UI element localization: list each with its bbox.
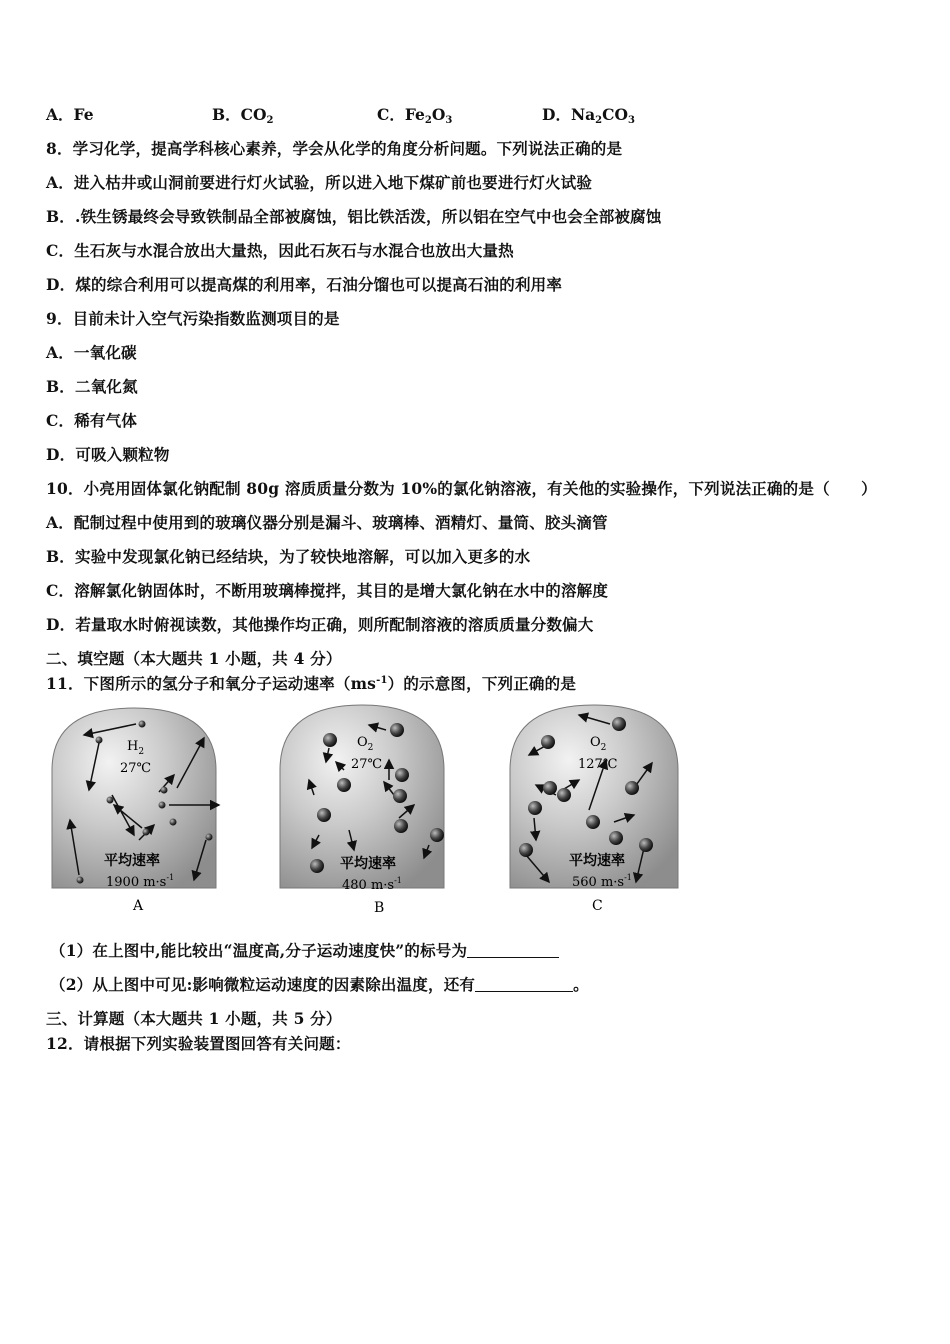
q7-option-a	[46, 103, 94, 125]
q10-option-d: D．若量取水时俯视读数，其他操作均正确，则所配制溶液的溶质质量分数偏大	[46, 615, 594, 634]
speed-value-b: 480 $m\cdot s^{-1}$	[342, 876, 402, 893]
q11-sub2-text: （2）从上图中可见:影响微粒运动速度的因素除出温度，还有	[50, 975, 476, 994]
molecule-speed-figure	[44, 700, 694, 920]
section-heading-fill-in: 二、填空题（本大题共 1 小题，共 4 分）	[46, 649, 342, 668]
q9-stem: 9．目前未计入空气污染指数监测项目的是	[46, 309, 340, 328]
gas-label-b: $O_2$	[357, 735, 374, 753]
panel-a	[52, 708, 219, 914]
q8-option-a: A．进入枯井或山洞前要进行灯火试验，所以进入地下煤矿前也要进行灯火试验	[46, 173, 593, 192]
panel-c	[510, 705, 678, 914]
panel-label-b: B	[374, 900, 385, 916]
gas-label-c: $O_2$	[590, 735, 607, 753]
temp-label-a: 27℃	[120, 761, 152, 776]
panel-label-a: A	[133, 898, 144, 914]
speed-caption-b: 平均速率	[340, 856, 396, 872]
q7-option-b	[212, 103, 273, 125]
q11-stem	[46, 672, 576, 694]
q10-option-c: C．溶解氯化钠固体时，不断用玻璃棒搅拌，其目的是增大氯化钠在水中的溶解度	[46, 581, 609, 600]
subscript: 3	[445, 115, 453, 126]
option-label: B．	[212, 105, 241, 124]
q8-option-b: B．.铁生锈最终会导致铁制品全部被腐蚀，铝比铁活泼，所以铝在空气中也会全部被腐蚀	[46, 207, 662, 226]
option-text: CO	[240, 105, 267, 124]
option-label: A．	[46, 105, 74, 124]
temp-label-c: 127℃	[578, 757, 618, 772]
option-label: C．	[377, 105, 405, 124]
q9-option-c: C．稀有气体	[46, 411, 138, 430]
option-label: D．	[542, 105, 571, 124]
answer-blank-1[interactable]	[467, 943, 559, 958]
q11-sub1	[50, 939, 559, 961]
q10-option-b: B．实验中发现氯化钠已经结块，为了较快地溶解，可以加入更多的水	[46, 547, 531, 566]
option-text: Fe	[73, 105, 94, 124]
subscript: 2	[266, 115, 274, 126]
speed-caption-c: 平均速率	[569, 853, 625, 869]
answer-blank-2[interactable]	[475, 977, 573, 992]
q7-option-c	[377, 103, 452, 125]
option-text: Na	[570, 105, 596, 124]
q12-stem: 12．请根据下列实验装置图回答有关问题：	[46, 1034, 351, 1053]
q11-stem-text: 11．下图所示的氢分子和氧分子运动速率（ms	[46, 674, 377, 693]
q9-option-b: B．二氧化氮	[46, 377, 138, 396]
q11-sub2	[50, 973, 589, 995]
temp-label-b: 27℃	[351, 757, 383, 772]
panel-label-c: C	[592, 898, 603, 914]
q10-option-a: A．配制过程中使用到的玻璃仪器分别是漏斗、玻璃棒、酒精灯、量筒、胶头滴管	[46, 513, 608, 532]
q10-stem: 10．小亮用固体氯化钠配制 80g 溶质质量分数为 10%的氯化钠溶液，有关他的实验操作，下列说法正确的是（ ）	[46, 479, 877, 498]
q8-stem: 8．学习化学，提高学科核心素养，学会从化学的角度分析问题。下列说法正确的是	[46, 139, 623, 158]
q9-option-a: A．一氧化碳	[46, 343, 137, 362]
subscript: 3	[627, 115, 635, 126]
subscript: 2	[595, 115, 603, 126]
q11-sub1-text: （1）在上图中,能比较出“温度高,分子运动速度快”的标号为	[50, 941, 468, 960]
subscript: 2	[424, 115, 432, 126]
gas-label-a: $H_2$	[127, 739, 145, 757]
section-heading-calculation: 三、计算题（本大题共 1 小题，共 5 分）	[46, 1009, 342, 1028]
q7-option-d	[542, 103, 635, 125]
speed-caption-a: 平均速率	[104, 853, 160, 869]
superscript: -1	[376, 675, 388, 686]
q8-option-d: D．煤的综合利用可以提高煤的利用率，石油分馏也可以提高石油的利用率	[46, 275, 563, 294]
bell-jar-diagram	[44, 700, 694, 920]
q8-option-c: C．生石灰与水混合放出大量热，因此石灰石与水混合也放出大量热	[46, 241, 514, 260]
option-text: O	[431, 105, 446, 124]
option-text: Fe	[404, 105, 425, 124]
q11-sub2-end: 。	[573, 975, 589, 994]
panel-b	[280, 705, 444, 916]
speed-value-a: 1900 $m\cdot s^{-1}$	[106, 873, 175, 890]
speed-value-c: 560 $m\cdot s^{-1}$	[572, 873, 632, 890]
q11-stem-text: ）的示意图，下列正确的是	[387, 674, 577, 693]
q9-option-d: D．可吸入颗粒物	[46, 445, 170, 464]
option-text: CO	[602, 105, 628, 124]
